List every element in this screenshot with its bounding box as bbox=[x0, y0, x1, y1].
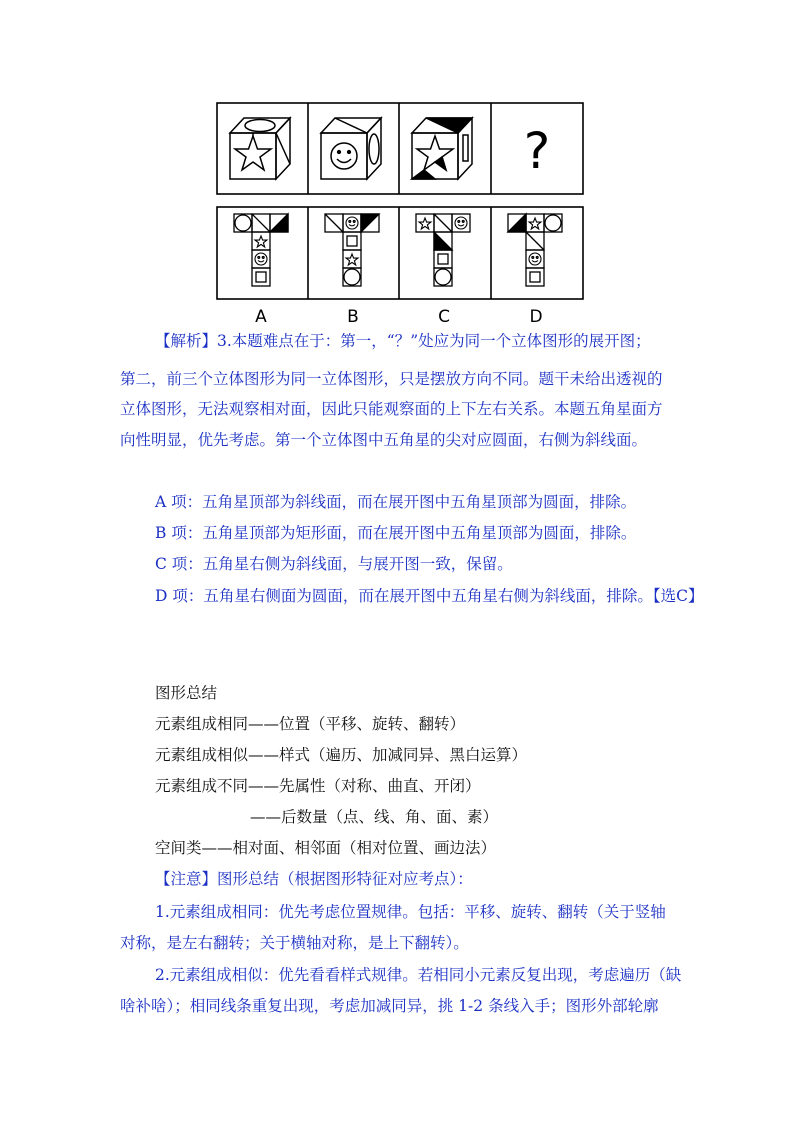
summary-line-4: ——后数量（点、线、角、面、素） bbox=[250, 808, 499, 826]
cube-3 bbox=[412, 118, 472, 179]
cube-2 bbox=[321, 118, 381, 179]
net-b bbox=[325, 214, 379, 286]
summary-title: 图形总结 bbox=[155, 684, 218, 702]
option-d-analysis: D 项：五角星右侧面为圆面，而在展开图中五角星右侧为斜线面，排除。【选C】 bbox=[155, 587, 704, 605]
analysis-line-4: 向性明显，优先考虑。第一个立体图中五角星的尖对应圆面，右侧为斜线面。 bbox=[120, 431, 648, 449]
option-label-d: D bbox=[529, 307, 543, 327]
question-mark: ? bbox=[523, 122, 551, 180]
note-title: 【注意】图形总结（根据图形特征对应考点）： bbox=[155, 870, 473, 888]
cube-1 bbox=[230, 118, 290, 179]
summary-line-5: 空间类——相对面、相邻面（相对位置、画边法） bbox=[155, 839, 497, 857]
puzzle-figure bbox=[216, 102, 584, 327]
summary-line-3: 元素组成不同——先属性（对称、曲直、开闭） bbox=[155, 777, 481, 795]
note-p1-line-1: 1.元素组成相同：优先考虑位置规律。包括：平移、旋转、翻转（关于竖轴 bbox=[155, 903, 666, 921]
option-label-a: A bbox=[255, 307, 267, 327]
net-row bbox=[217, 207, 583, 299]
analysis-line-2: 第二，前三个立体图形为同一立体图形，只是摆放方向不同。题干未给出透视的 bbox=[120, 370, 663, 388]
net-a bbox=[234, 214, 288, 286]
note-p1-line-2: 对称，是左右翻转；关于横轴对称，是上下翻转）。 bbox=[120, 934, 469, 952]
net-c bbox=[416, 214, 470, 286]
summary-line-1: 元素组成相同——位置（平移、旋转、翻转） bbox=[155, 715, 466, 733]
option-label-c: C bbox=[438, 307, 450, 327]
analysis-line-3: 立体图形，无法观察相对面，因此只能观察面的上下左右关系。本题五角星面方 bbox=[120, 400, 663, 418]
net-d bbox=[508, 214, 562, 286]
analysis-line-1: 【解析】3.本题难点在于：第一，“？”处应为同一个立体图形的展开图； bbox=[155, 332, 651, 350]
note-p2-line-1: 2.元素组成相似：优先看看样式规律。若相同小元素反复出现，考虑遍历（缺 bbox=[155, 966, 682, 984]
option-b-analysis: B 项：五角星顶部为矩形面，而在展开图中五角星顶部为圆面，排除。 bbox=[155, 524, 637, 542]
note-p2-line-2: 啥补啥）；相同线条重复出现，考虑加减同异，挑 1-2 条线入手；图形外部轮廓 bbox=[120, 997, 659, 1015]
option-a-analysis: A 项：五角星顶部为斜线面，而在展开图中五角星顶部为圆面，排除。 bbox=[155, 493, 637, 511]
option-label-b: B bbox=[347, 307, 359, 327]
option-c-analysis: C 项：五角星右侧为斜线面，与展开图一致，保留。 bbox=[155, 555, 513, 573]
summary-line-2: 元素组成相似——样式（遍历、加减同异、黑白运算） bbox=[155, 746, 528, 764]
